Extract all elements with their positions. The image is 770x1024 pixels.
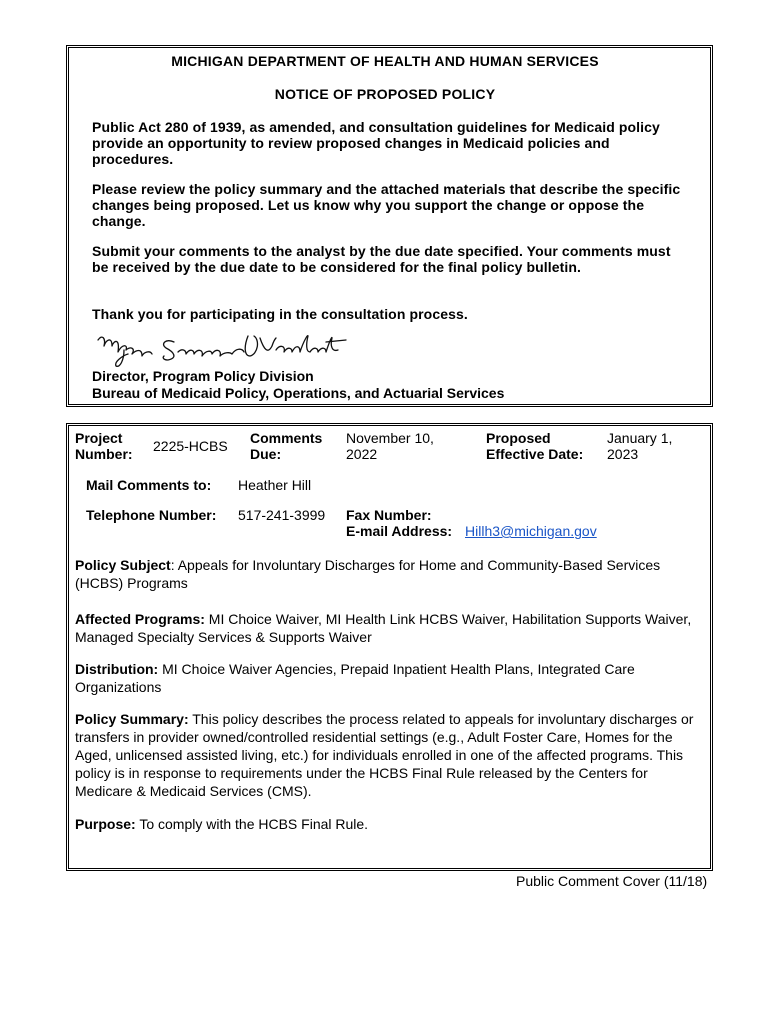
effective-date-line2: 2023 xyxy=(607,446,639,462)
director-signature xyxy=(94,326,350,370)
notice-title: NOTICE OF PROPOSED POLICY xyxy=(274,86,496,102)
submit-paragraph: Submit your comments to the analyst by the due date specified. Your comments must be received by the due date to be considered for the final policy bulletin. xyxy=(92,243,671,275)
affected-programs-text: MI Choice Waiver, MI Health Link HCBS Waiver, Habilitation Supports Waiver, Managed Specialty Services & Supports Waiver xyxy=(75,611,692,645)
phone-number: 517-241-3999 xyxy=(238,507,326,523)
policy-summary-label: Policy Summary: xyxy=(75,711,189,727)
comments-due-line1: November 10, xyxy=(346,430,434,446)
intro-paragraph: Public Act 280 of 1939, as amended, and consultation guidelines for Medicaid policy provide an opportunity to review proposed changes in Medicaid policies and procedures. xyxy=(92,119,660,167)
director-title: Director, Program Policy Division xyxy=(92,368,314,384)
effective-label-line2: Effective Date: xyxy=(486,446,584,462)
policy-summary-text: This policy describes the process related to appeals for involuntary discharges or transfers in provider owned/controlled residential settings (e.g., Adult Foster Care, Homes for the Aged, unlicensed assisted living, etc.) for individuals enrolled in one of the affected programs. This policy is in response to requirements under the HCBS Final Rule released by the Centers for Medicare & Medicaid Services (CMS). xyxy=(75,711,694,799)
project-label-line1: Project xyxy=(75,430,123,446)
project-label-line2: Number: xyxy=(75,446,133,462)
form-footer: Public Comment Cover (11/18) xyxy=(516,873,708,889)
thanks-paragraph: Thank you for participating in the consultation process. xyxy=(92,306,468,322)
agency-heading: MICHIGAN DEPARTMENT OF HEALTH AND HUMAN SERVICES xyxy=(171,53,599,69)
purpose-label: Purpose: xyxy=(75,816,136,832)
affected-programs-label: Affected Programs: xyxy=(75,611,205,627)
comments-due-line2: 2022 xyxy=(346,446,378,462)
policy-summary xyxy=(75,710,707,800)
affected-programs xyxy=(75,610,707,646)
email-link[interactable]: Hillh3@michigan.gov xyxy=(465,523,597,539)
mail-recipient: Heather Hill xyxy=(238,477,312,493)
effective-label-line1: Proposed xyxy=(486,430,551,446)
review-paragraph: Please review the policy summary and the attached materials that describe the specific changes being proposed. Let us know why you support the change or oppose the change. xyxy=(92,181,681,229)
distribution-label: Distribution: xyxy=(75,661,159,677)
purpose-text: To comply with the HCBS Final Rule. xyxy=(135,816,369,832)
policy-subject-text: : Appeals for Involuntary Discharges for Home and Community-Based Services (HCBS) Programs xyxy=(75,557,661,591)
effective-date-line1: January 1, xyxy=(607,430,673,446)
fax-label: Fax Number: xyxy=(346,507,432,523)
comments-label-line2: Due: xyxy=(250,446,282,462)
mail-label: Mail Comments to: xyxy=(86,477,212,493)
project-number: 2225-HCBS xyxy=(153,438,228,454)
bureau-name: Bureau of Medicaid Policy, Operations, and Actuarial Services xyxy=(92,385,505,401)
distribution-text: MI Choice Waiver Agencies, Prepaid Inpatient Health Plans, Integrated Care Organizations xyxy=(75,661,635,695)
email-label: E-mail Address: xyxy=(346,523,453,539)
policy-subject-label: Policy Subject xyxy=(75,557,171,573)
phone-label: Telephone Number: xyxy=(86,507,217,523)
distribution xyxy=(75,660,707,696)
comments-label-line1: Comments xyxy=(250,430,323,446)
purpose xyxy=(75,815,707,833)
policy-subject xyxy=(75,556,707,592)
